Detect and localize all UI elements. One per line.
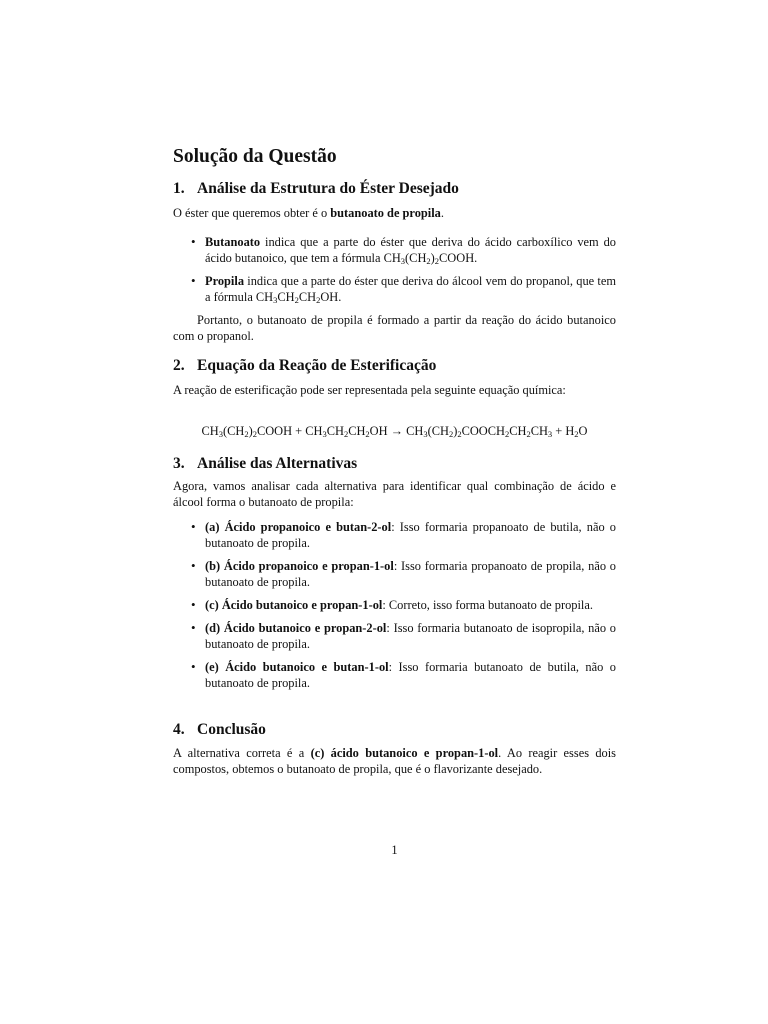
- section-3-heading: [173, 455, 357, 473]
- list-item: [205, 273, 616, 305]
- alternatives-list: [205, 519, 616, 698]
- section-2-title: Equação da Reação de Esterificação: [197, 357, 437, 374]
- section-4-heading: [173, 721, 266, 739]
- section-1-number: 1.: [173, 180, 185, 197]
- section-1-conclusion: Portanto, o butanoato de propila é formado a partir da reação do ácido butanoico com o propanol.: [173, 313, 616, 343]
- section-2-intro: A reação de esterificação pode ser representada pela seguinte equação química:: [173, 383, 566, 397]
- alternative-text: : Correto, isso forma butanoato de propila.: [382, 598, 593, 612]
- alternative-d: [205, 620, 616, 652]
- item-text: indica que a parte do éster que deriva do ácido carboxílico vem do ácido butanoico, que tem a fórmula: [205, 235, 616, 265]
- chem-formula: $CH_3CH_2CH_2OH$: [255, 290, 339, 305]
- section-2-heading: [173, 357, 436, 375]
- section-4-title: Conclusão: [197, 721, 266, 738]
- intro-end: .: [440, 206, 444, 220]
- alternative-c: [205, 597, 616, 613]
- section-3-number: 3.: [173, 455, 185, 472]
- alternative-label: (c) Ácido butanoico e propan-1-ol: [205, 598, 383, 612]
- reaction-equation: [173, 424, 616, 439]
- item-term: Propila: [205, 274, 245, 288]
- alternative-e: [205, 659, 616, 691]
- page-title: Solução da Questão: [173, 146, 337, 167]
- section-1-title: Análise da Estrutura do Éster Desejado: [197, 180, 459, 197]
- alternative-label: (a) Ácido propanoico e butan-2-ol: [205, 520, 392, 534]
- section-4-text: [173, 745, 616, 777]
- section-3-intro: Agora, vamos analisar cada alternativa para identificar qual combinação de ácido e álcool forma o butanoato de propila:: [173, 479, 616, 509]
- alternative-text: : Isso formaria propanoato de propila, não o butanoato de propila.: [205, 559, 616, 589]
- section-1-intro: [173, 205, 616, 221]
- alternative-label: (e) Ácido butanoico e butan-1-ol: [205, 660, 389, 674]
- alternative-label: (d) Ácido butanoico e propan-2-ol: [205, 621, 387, 635]
- item-end: .: [338, 290, 342, 304]
- alternative-text: : Isso formaria butanoato de butila, não o butanoato de propila.: [205, 660, 616, 690]
- section-3-title: Análise das Alternativas: [197, 455, 358, 472]
- conclusion-rest: . Ao reagir esses dois compostos, obtemos o butanoato de propila, que é o flavorizante desejado.: [173, 746, 616, 776]
- section-1-list: [205, 234, 616, 312]
- item-text: indica que a parte do éster que deriva do álcool vem do propanol, que tem a fórmula: [205, 274, 616, 304]
- section-4-number: 4.: [173, 721, 185, 738]
- chem-formula: $CH_3(CH_2)_2COOH$: [383, 251, 475, 266]
- alternative-text: : Isso formaria butanoato de isopropila, não o butanoato de propila.: [205, 621, 617, 651]
- section-2-number: 2.: [173, 357, 185, 374]
- page-number: 1: [391, 843, 398, 857]
- section-1-heading: [173, 180, 459, 198]
- item-term: Butanoato: [205, 235, 261, 249]
- alternative-b: [205, 558, 616, 590]
- conclusion-text: A alternativa correta é a: [173, 746, 311, 760]
- item-end: .: [474, 251, 478, 265]
- intro-text: O éster que queremos obter é o: [173, 206, 331, 220]
- equation-text: $CH_3(CH_2)_2COOH + CH_3CH_2CH_2OH$ → $CH_3(CH_2)_2COOCH_2CH_2CH_3 + H_2O$: [201, 424, 588, 439]
- alternative-a: [205, 519, 616, 551]
- alternative-text: : Isso formaria propanoato de butila, não o butanoato de propila.: [205, 520, 616, 550]
- intro-bold: butanoato de propila: [330, 206, 441, 220]
- list-item: [205, 234, 616, 266]
- conclusion-answer: (c) ácido butanoico e propan-1-ol: [310, 746, 499, 760]
- alternative-label: (b) Ácido propanoico e propan-1-ol: [205, 559, 394, 573]
